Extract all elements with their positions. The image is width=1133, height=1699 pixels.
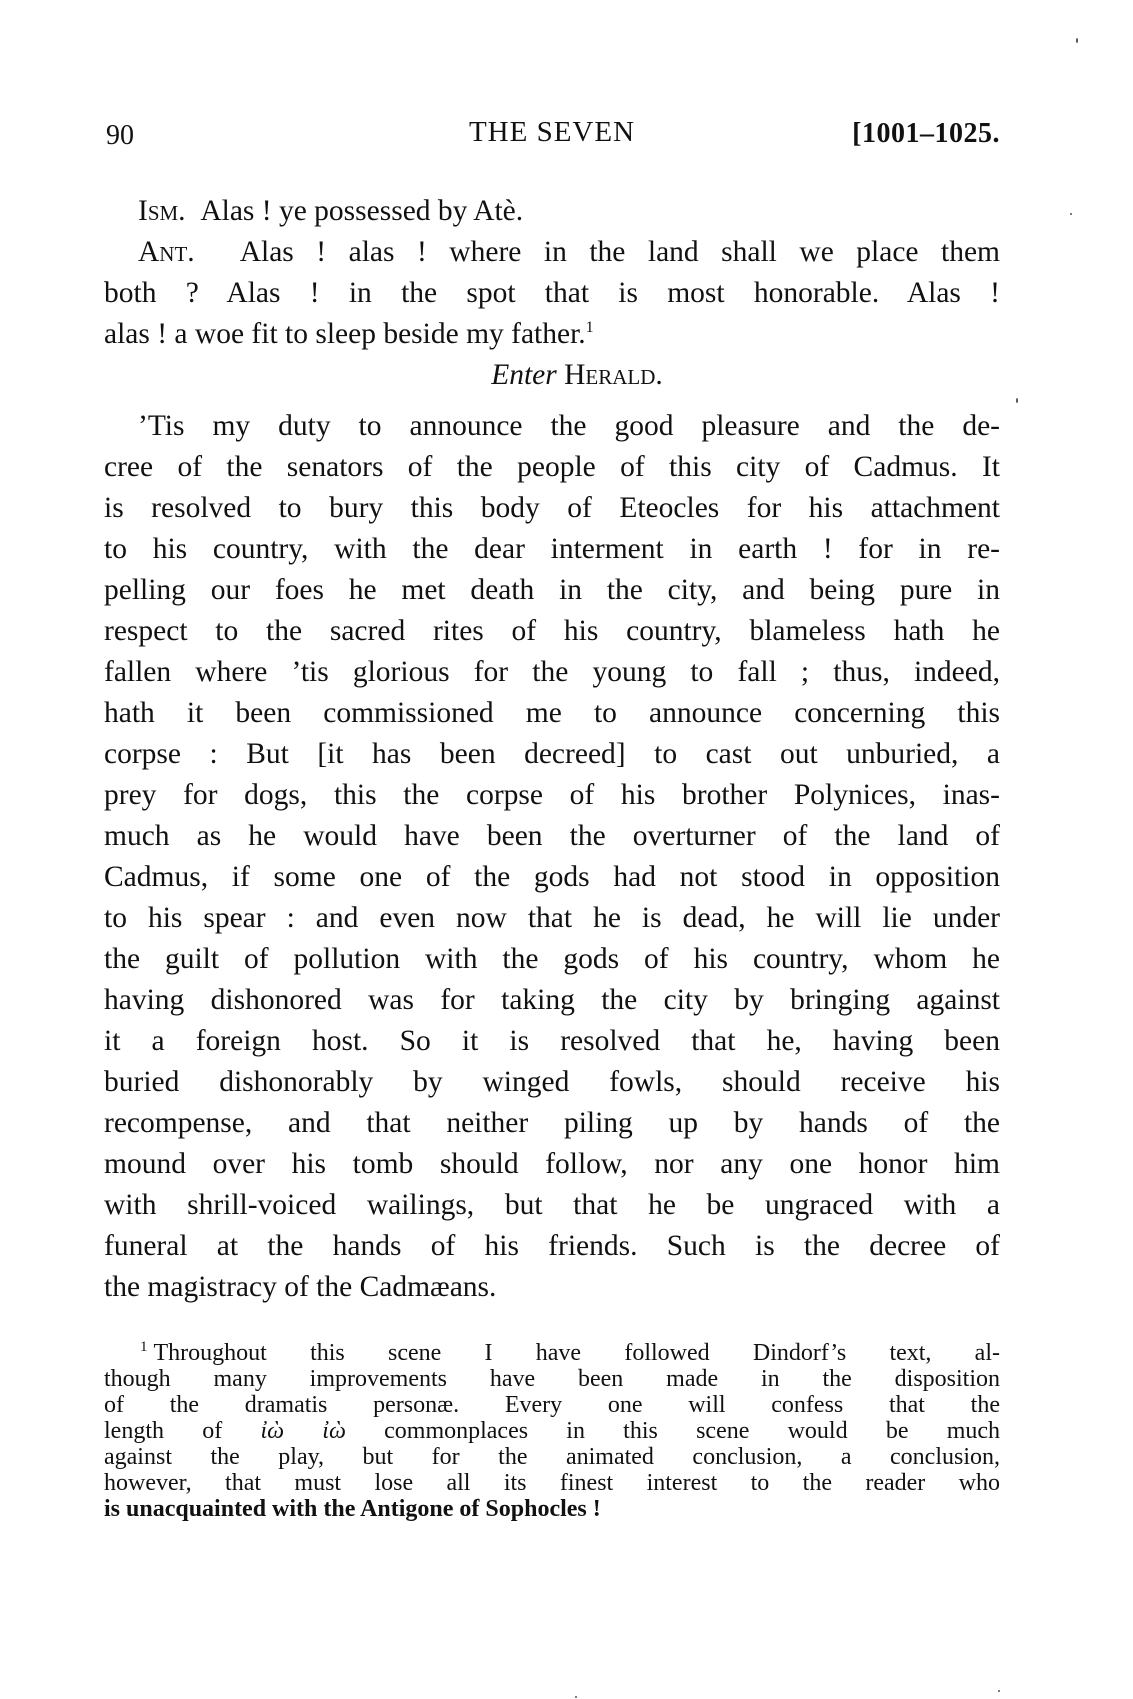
herald-speech xyxy=(104,406,1000,1308)
speech-text: alas ! a woe fit to sleep beside my father. xyxy=(104,318,586,350)
speech-line: buried dishonorably by winged fowls, should receive his xyxy=(104,1066,1000,1098)
footnote xyxy=(104,1340,1000,1522)
speech-line: prey for dogs, this the corpse of his brother Polynices, inas- xyxy=(104,779,1000,811)
speech-line: the guilt of pollution with the gods of his country, whom he xyxy=(104,943,1000,975)
speaker-label: Ant. xyxy=(138,236,195,268)
scan-speck xyxy=(575,1696,577,1698)
speech-line: cree of the senators of the people of this city of Cadmus. It xyxy=(104,451,1000,483)
speech-line: pelling our foes he met death in the city, and being pure in xyxy=(104,574,1000,606)
stage-direction xyxy=(104,355,1000,396)
footnote-text: Throughout this scene I have followed Dindorf’s text, al- xyxy=(153,1340,1000,1366)
scan-speck xyxy=(1076,38,1078,43)
page-number: 90 xyxy=(106,120,134,151)
speech-antigone-line xyxy=(104,314,1000,355)
speaker-label: Ism. xyxy=(138,195,186,227)
footnote-line xyxy=(104,1340,1000,1366)
running-header xyxy=(104,114,1000,158)
speech-antigone-line xyxy=(104,232,1000,273)
speech-line: fallen where ’tis glorious for the young to fall ; thus, indeed, xyxy=(104,656,1000,688)
speech-line: the magistracy of the Cadmæans. xyxy=(104,1271,497,1303)
footnote-line: against the play, but for the animated conclusion, a conclusion, xyxy=(104,1444,1000,1470)
line-range: [1001–1025. xyxy=(852,118,1000,149)
speech-line: to his spear : and even now that he is dead, he will lie under xyxy=(104,902,1000,934)
footnote-line: though many improvements have been made in the disposition xyxy=(104,1366,1000,1392)
speech-line: ’Tis my duty to announce the good pleasure and the de- xyxy=(138,410,1000,442)
footnote-line: is unacquainted with the Antigone of Sophocles ! xyxy=(104,1496,601,1522)
running-title: THE SEVEN xyxy=(468,116,636,148)
speech-line: corpse : But [it has been decreed] to cast out unburied, a xyxy=(104,738,1000,770)
speech-line: mound over his tomb should follow, nor any one honor him xyxy=(104,1148,1000,1180)
footnote-line xyxy=(104,1418,1000,1444)
speech-text: Alas ! ye possessed by Atè. xyxy=(200,195,524,227)
speech-line: having dishonored was for taking the city by bringing against xyxy=(104,984,1000,1016)
footnote-reference[interactable]: 1 xyxy=(585,319,594,336)
speech-text: Alas ! alas ! where in the land shall we place them xyxy=(239,236,1001,268)
footnote-mark: 1 xyxy=(140,1339,148,1355)
scan-speck xyxy=(998,1690,1000,1692)
speech-line: recompense, and that neither piling up by hands of the xyxy=(104,1107,1000,1139)
dialogue-block xyxy=(104,191,1000,355)
footnote-line: of the dramatis personæ. Every one will confess that the xyxy=(104,1392,1000,1418)
speech-line: much as he would have been the overturner of the land of xyxy=(104,820,1000,852)
speech-line: Cadmus, if some one of the gods had not stood in opposition xyxy=(104,861,1000,893)
speech-line: with shrill-voiced wailings, but that he be ungraced with a xyxy=(104,1189,1000,1221)
stage-direction-verb: Enter xyxy=(491,359,557,391)
stage-direction-character: Herald. xyxy=(564,359,663,391)
speech-line: funeral at the hands of his friends. Such is the decree of xyxy=(104,1230,1000,1262)
speech-line: is resolved to bury this body of Eteocles for his attachment xyxy=(104,492,1000,524)
scan-speck xyxy=(1070,213,1072,215)
scan-speck xyxy=(1016,398,1018,403)
speech-line: hath it been commissioned me to announce concerning this xyxy=(104,697,1000,729)
speech-line: to his country, with the dear interment in earth ! for in re- xyxy=(104,533,1000,565)
footnote-line: however, that must lose all its finest interest to the reader who xyxy=(104,1470,1000,1496)
speech-ismene xyxy=(104,191,1000,232)
speech-line: respect to the sacred rites of his country, blameless hath he xyxy=(104,615,1000,647)
speech-line: it a foreign host. So it is resolved that he, having been xyxy=(104,1025,1000,1057)
greek-text: ἰὼ ἰὼ xyxy=(260,1418,346,1444)
footnote-text: commonplaces in this scene would be much xyxy=(384,1418,1001,1444)
speech-antigone-line: both ? Alas ! in the spot that is most honorable. Alas ! xyxy=(104,277,1000,309)
footnote-text: length of xyxy=(104,1418,223,1444)
